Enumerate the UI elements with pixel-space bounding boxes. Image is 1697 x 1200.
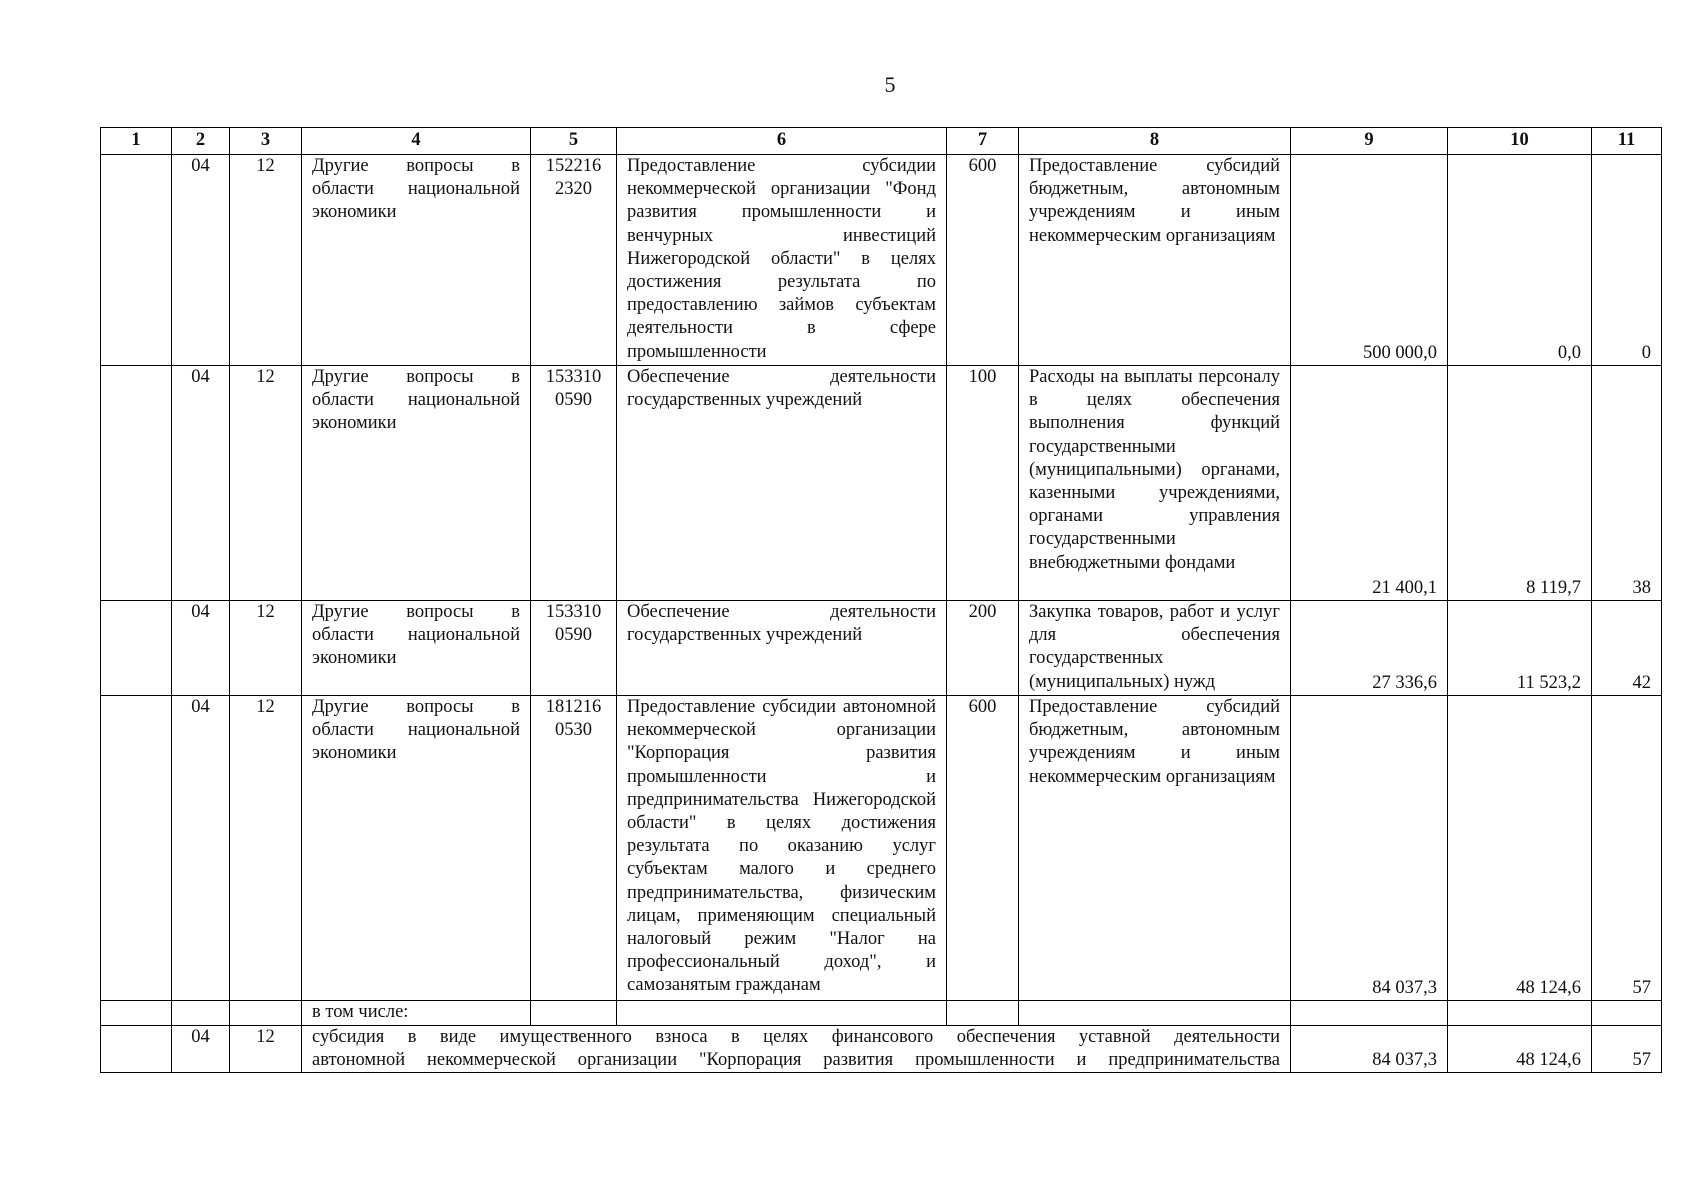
- target-article-code: [531, 366, 617, 601]
- header-cell-7: 7: [947, 128, 1019, 155]
- table-row: [101, 1026, 1662, 1073]
- header-cell-10: 10: [1448, 128, 1592, 155]
- section-code: 04: [172, 366, 230, 601]
- table-row: [101, 1001, 1662, 1026]
- subsection-code: 12: [230, 696, 302, 1001]
- execution-percent: 57: [1592, 1026, 1662, 1073]
- subsection-code: 12: [230, 366, 302, 601]
- cell-empty: [101, 155, 172, 366]
- budget-table: [100, 127, 1662, 1073]
- executed-amount: 48 124,6: [1448, 1026, 1592, 1073]
- target-article-name: Обеспечение деятельности государственных учреждений: [617, 601, 947, 696]
- execution-percent: 38: [1592, 366, 1662, 601]
- target-article-code: [531, 601, 617, 696]
- header-cell-11: 11: [1592, 128, 1662, 155]
- execution-percent: 0: [1592, 155, 1662, 366]
- cell-empty: [1448, 1001, 1592, 1026]
- section-code: 04: [172, 1026, 230, 1073]
- expense-type-code: 100: [947, 366, 1019, 601]
- cell-empty: [1019, 1001, 1291, 1026]
- planned-amount: 21 400,1: [1291, 366, 1448, 601]
- executed-amount: 48 124,6: [1448, 696, 1592, 1001]
- expense-type-name: Предоставление субсидий бюджетным, автономным учреждениям и иным некоммерческим организациям: [1019, 696, 1291, 1001]
- header-cell-4: 4: [302, 128, 531, 155]
- planned-amount: 84 037,3: [1291, 1026, 1448, 1073]
- header-cell-8: 8: [1019, 128, 1291, 155]
- target-article-name: Предоставление субсидии некоммерческой организации "Фонд развития промышленности и венчурных инвестиций Нижегородской области" в целях достижения результата по предоставлению займов субъектам деятельности в сфере промышленности: [617, 155, 947, 366]
- subsection-code: 12: [230, 1026, 302, 1073]
- cell-empty: [101, 601, 172, 696]
- target-article-code-part2: 2320: [555, 179, 592, 200]
- section-name: Другие вопросы в области национальной экономики: [302, 696, 531, 1001]
- header-cell-5: 5: [531, 128, 617, 155]
- cell-empty: [617, 1001, 947, 1026]
- planned-amount: 500 000,0: [1291, 155, 1448, 366]
- page-number: 5: [884, 72, 896, 97]
- section-name: Другие вопросы в области национальной экономики: [302, 601, 531, 696]
- subsection-code: 12: [230, 155, 302, 366]
- target-article-code: [531, 155, 617, 366]
- expense-type-code: 600: [947, 696, 1019, 1001]
- target-article-code-part1: 153310: [545, 367, 602, 387]
- cell-empty: [230, 1001, 302, 1026]
- table-row: [101, 155, 1662, 366]
- section-code: 04: [172, 601, 230, 696]
- cell-empty: [1291, 1001, 1448, 1026]
- cell-empty: [947, 1001, 1019, 1026]
- header-cell-3: 3: [230, 128, 302, 155]
- planned-amount: 27 336,6: [1291, 601, 1448, 696]
- cell-empty: [101, 696, 172, 1001]
- header-cell-2: 2: [172, 128, 230, 155]
- header-cell-6: 6: [617, 128, 947, 155]
- section-code: 04: [172, 696, 230, 1001]
- table-row: [101, 366, 1662, 601]
- execution-percent: 57: [1592, 696, 1662, 1001]
- target-article-name: Предоставление субсидии автономной некоммерческой организации "Корпорация развития промышленности и предпринимательства Нижегородской области" в целях достижения результата по оказанию услуг субъектам малого и среднего предпринимательства, физическим лицам, применяющим специальный налоговый режим "Налог на профессиональный доход", и самозанятым гражданам: [617, 696, 947, 1001]
- cell-empty: [172, 1001, 230, 1026]
- subsidy-description: [302, 1026, 1291, 1073]
- cell-empty: [101, 1026, 172, 1073]
- target-article-code-part1: 153310: [545, 602, 602, 622]
- table-row: [101, 601, 1662, 696]
- expense-type-name: Предоставление субсидий бюджетным, автономным учреждениям и иным некоммерческим организациям: [1019, 155, 1291, 366]
- expense-type-name: Расходы на выплаты персоналу в целях обеспечения выполнения функций государственными (муниципальными) органами, казенными учреждениями, органами управления государственными внебюджетными фондами: [1019, 366, 1291, 601]
- subsidy-description-line1: субсидия в виде имущественного взноса в целях финансового обеспечения уставной деятельности: [312, 1027, 1280, 1047]
- target-article-code-part2: 0530: [555, 720, 592, 741]
- execution-percent: 42: [1592, 601, 1662, 696]
- cell-empty: [101, 366, 172, 601]
- section-code: 04: [172, 155, 230, 366]
- expense-type-code: 200: [947, 601, 1019, 696]
- expense-type-name: Закупка товаров, работ и услуг для обеспечения государственных (муниципальных) нужд: [1019, 601, 1291, 696]
- cell-empty: [1592, 1001, 1662, 1026]
- target-article-code-part1: 181216: [545, 697, 602, 717]
- expense-type-code: 600: [947, 155, 1019, 366]
- target-article-code-part2: 0590: [555, 625, 592, 646]
- section-name: Другие вопросы в области национальной экономики: [302, 366, 531, 601]
- target-article-code: [531, 696, 617, 1001]
- target-article-code-part1: 152216: [545, 156, 602, 176]
- header-cell-9: 9: [1291, 128, 1448, 155]
- target-article-code-part2: 0590: [555, 390, 592, 411]
- executed-amount: 8 119,7: [1448, 366, 1592, 601]
- section-name: Другие вопросы в области национальной экономики: [302, 155, 531, 366]
- cell-empty: [531, 1001, 617, 1026]
- executed-amount: 0,0: [1448, 155, 1592, 366]
- table-row: [101, 696, 1662, 1001]
- executed-amount: 11 523,2: [1448, 601, 1592, 696]
- header-cell-1: 1: [101, 128, 172, 155]
- subsidy-description-line2: автономной некоммерческой организации "Корпорация развития промышленности и предпринимательства: [312, 1050, 1280, 1071]
- target-article-name: Обеспечение деятельности государственных учреждений: [617, 366, 947, 601]
- subsection-code: 12: [230, 601, 302, 696]
- cell-empty: [101, 1001, 172, 1026]
- including-label: в том числе:: [302, 1001, 531, 1026]
- header-row: [101, 128, 1662, 155]
- planned-amount: 84 037,3: [1291, 696, 1448, 1001]
